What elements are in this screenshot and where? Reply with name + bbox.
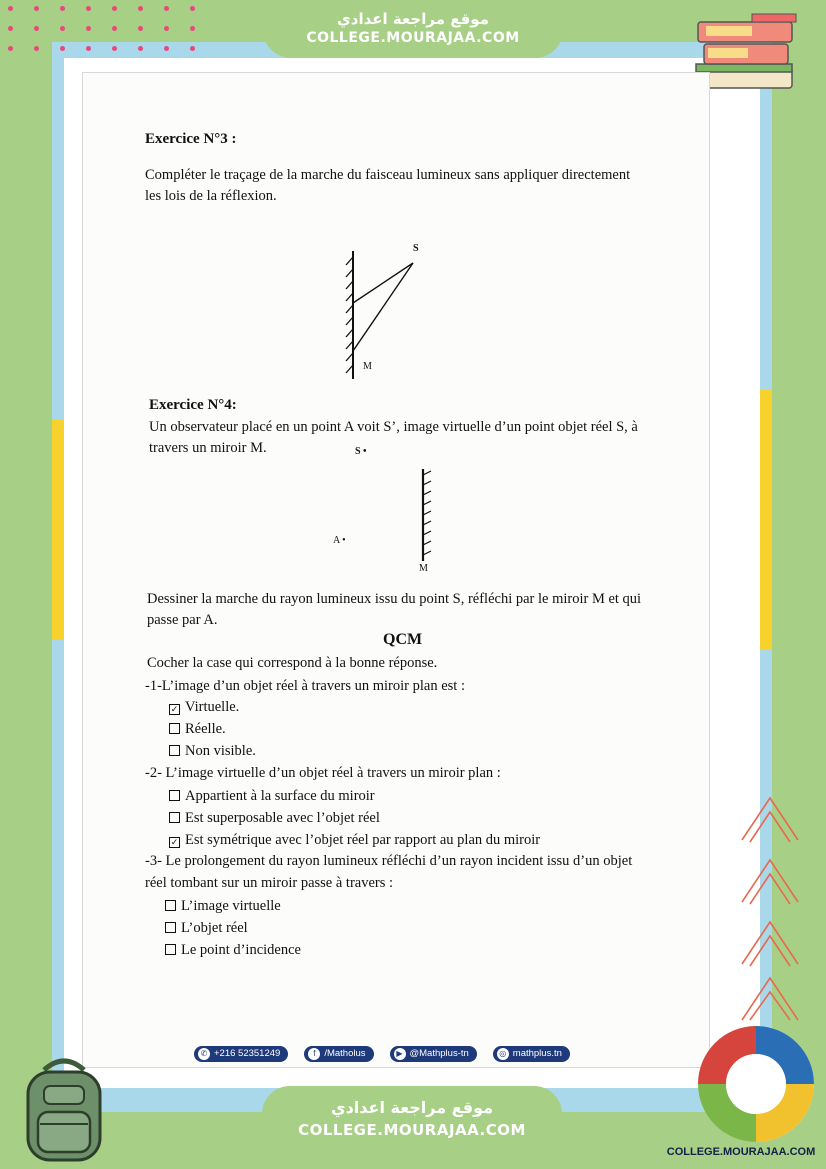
q3-option-2[interactable]: L’objet réel: [165, 920, 248, 937]
ex3-label-s: S: [413, 243, 419, 254]
checkbox[interactable]: [165, 944, 176, 955]
backpack-icon: [14, 1052, 114, 1164]
globe-icon: ◎: [497, 1048, 509, 1060]
facebook-icon: f: [308, 1048, 320, 1060]
top-site-banner[interactable]: [263, 2, 563, 58]
ex3-line1: Compléter le traçage de la marche du faisceau lumineux sans appliquer directement: [145, 167, 631, 183]
social-links-bar: [194, 1046, 570, 1064]
decorative-dots: [0, 0, 220, 60]
ex4-label-m: M: [419, 563, 428, 574]
website-chip[interactable]: ◎ mathplus.tn: [493, 1046, 570, 1062]
ex4-line3: Dessiner la marche du rayon lumineux issu du point S, réfléchi par le miroir M et qui: [147, 591, 642, 607]
footer-site-url: COLLEGE.MOURAJAA.COM: [298, 1121, 526, 1139]
qcm-instruction: Cocher la case qui correspond à la bonne réponse.: [147, 655, 438, 671]
site-arabic-name: موقع مراجعة اعدادي: [337, 10, 489, 28]
q1-text: -1-L’image d’un objet réel à travers un miroir plan est :: [145, 678, 465, 694]
ex3-line2: les lois de la réflexion.: [145, 188, 277, 204]
checkbox[interactable]: [169, 812, 180, 823]
youtube-icon: ▶: [394, 1048, 406, 1060]
ex4-mirror-figure: [413, 467, 443, 565]
qcm-title: QCM: [383, 631, 423, 648]
q2-option-3[interactable]: ✓ Est symétrique avec l’objet réel par rapport au plan du miroir: [170, 832, 541, 848]
checkbox[interactable]: [169, 790, 180, 801]
q2-text: -2- L’image virtuelle d’un objet réel à travers un miroir plan :: [145, 765, 501, 781]
ex4-point-a: A •: [333, 535, 346, 546]
logo-caption: COLLEGE.MOURAJAA.COM: [666, 1146, 816, 1158]
checkbox[interactable]: [169, 723, 180, 734]
ex3-title: Exercice N°3 :: [145, 131, 237, 147]
q2-option-1[interactable]: Appartient à la surface du miroir: [169, 788, 375, 805]
q1-option-3[interactable]: Non visible.: [169, 743, 256, 760]
ex3-label-m: M: [363, 361, 372, 372]
checkbox[interactable]: [165, 900, 176, 911]
ex4-point-s: S •: [355, 446, 367, 457]
ex4-line4: passe par A.: [147, 612, 218, 628]
checkbox-checked[interactable]: ✓: [170, 837, 179, 847]
ex4-line1: Un observateur placé en un point A voit S’, image virtuelle d’un point objet réel S, à: [149, 419, 638, 435]
checkbox[interactable]: [165, 922, 176, 933]
youtube-chip[interactable]: ▶ @Mathplus-tn: [390, 1046, 477, 1062]
footer-arabic-name: موقع مراجعة اعدادي: [330, 1098, 494, 1117]
q2-option-2[interactable]: Est superposable avec l’objet réel: [169, 810, 380, 827]
chevron-up-decoration-icon: [736, 792, 806, 1022]
site-url: COLLEGE.MOURAJAA.COM: [306, 30, 520, 46]
checkbox-checked[interactable]: ✓: [170, 704, 179, 714]
phone-icon: ✆: [198, 1048, 210, 1060]
checkbox[interactable]: [169, 745, 180, 756]
q3-option-3[interactable]: Le point d’incidence: [165, 942, 301, 959]
phone-chip[interactable]: ✆ +216 52351249: [194, 1046, 288, 1062]
scanned-document: [82, 72, 710, 1068]
q3-text-1: -3- Le prolongement du rayon lumineux réfléchi d’un rayon incident issu d’un objet: [145, 853, 633, 869]
ex4-line2: travers un miroir M.: [149, 440, 267, 456]
ex4-title: Exercice N°4:: [149, 397, 237, 413]
q1-option-2[interactable]: Réelle.: [169, 721, 226, 738]
ex3-mirror-figure: [313, 241, 443, 381]
site-logo-icon[interactable]: [694, 1022, 818, 1146]
facebook-chip[interactable]: f /Matholus: [304, 1046, 373, 1062]
q3-option-1[interactable]: L’image virtuelle: [165, 898, 281, 915]
q3-text-2: réel tombant sur un miroir passe à travers :: [145, 875, 394, 891]
bottom-site-banner[interactable]: [262, 1086, 562, 1156]
q1-option-1[interactable]: ✓ Virtuelle.: [170, 699, 240, 715]
